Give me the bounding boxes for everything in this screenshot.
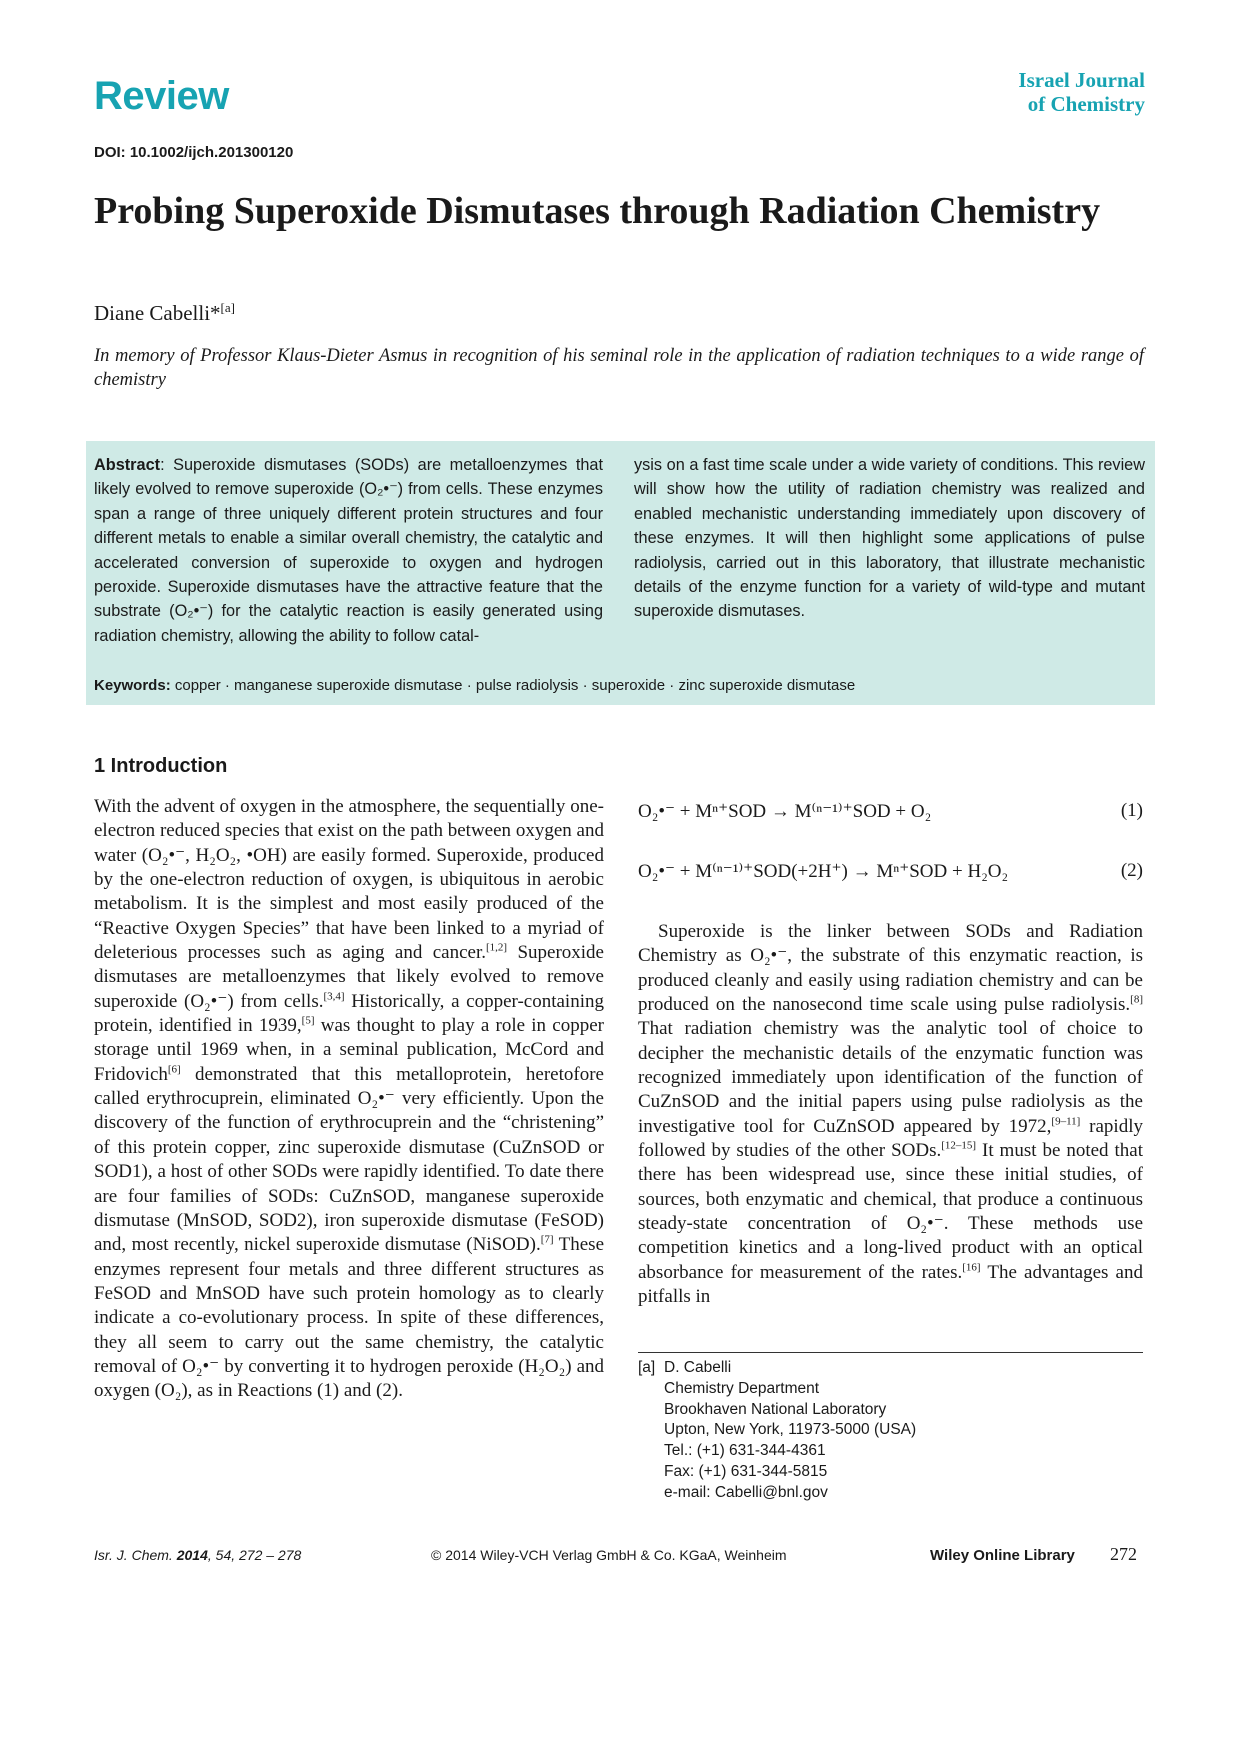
abstract-left-text: : Superoxide dismutases (SODs) are metalloenzymes that likely evolved to remove superoxide (O₂•⁻) from cells. These enzymes span a range of three uniquely different protein structures and four different metals to enable a similar overall chemistry, the catalytic and accelerated conversion of superoxide to oxygen and hydrogen peroxide. Superoxide dismutases have the attractive feature that the substrate (O₂•⁻) for the catalytic reaction is easily generated using radiation chemistry, allowing the ability to follow catal- xyxy=(94,456,603,645)
footer-copyright: © 2014 Wiley-VCH Verlag GmbH & Co. KGaA, Weinheim xyxy=(431,1547,787,1563)
footer-library-link[interactable]: Wiley Online Library xyxy=(930,1547,1075,1564)
citation-link[interactable]: [7] xyxy=(540,1233,554,1246)
citation-link[interactable]: [6] xyxy=(167,1063,181,1076)
footnote-address: Upton, New York, 11973-5000 (USA) xyxy=(664,1421,917,1439)
footer-citation-year: 2014 xyxy=(176,1547,208,1563)
citation-link[interactable]: [8] xyxy=(1130,993,1143,1006)
citation-link[interactable]: [12–15] xyxy=(941,1139,977,1152)
equation-1 xyxy=(638,800,1143,826)
paragraph-text: With the advent of oxygen in the atmosphere, the sequentially one-electron reduced species that exist on the path between oxygen and water (O₂•⁻, H₂O₂, •OH) are easily formed. Superoxide, produced by the one-electron reduction of oxygen, is ubiquitous in aerobic metabolism. It is the simplest and most easily produced of the “Reactive Oxygen Species” that have been linked to a myriad of deleterious processes such as aging and cancer. xyxy=(94,796,604,964)
journal-name-line1: Israel Journal xyxy=(1018,68,1145,92)
paragraph-text: was thought to play a role in copper storage until 1969 when, in a seminal publication, McCord and Fridovich xyxy=(94,1015,605,1085)
author-affiliation-mark[interactable]: [a] xyxy=(220,300,235,315)
doi[interactable]: DOI: 10.1002/ijch.201300120 xyxy=(94,144,294,161)
paragraph-text: Historically, a copper-containing protein, identified in 1939, xyxy=(94,990,604,1037)
author-name: Diane Cabelli* xyxy=(94,301,221,325)
citation-link[interactable]: [3,4] xyxy=(323,990,345,1003)
footnote-dept: Chemistry Department xyxy=(664,1379,820,1397)
equation-2 xyxy=(638,860,1143,886)
section-label: Review xyxy=(94,74,229,118)
footer-citation-suffix: , 54, 272 – 278 xyxy=(207,1547,302,1563)
footnote-lab: Brookhaven National Laboratory xyxy=(664,1400,887,1418)
paragraph-text: These enzymes represent four metals and three different structures as FeSOD and MnSOD have such protein homology as to clearly indicate a co-evolutionary process. In spite of these differences, they all seem to carry out the same chemistry, the catalytic removal of O₂•⁻ by converting it to hydrogen peroxide (H₂O₂) and oxygen (O₂), as in Reactions (1) and (2). xyxy=(94,1234,604,1402)
footnote-tag: [a] xyxy=(638,1359,656,1376)
equation-1-text: O₂•⁻ + Mⁿ⁺SOD → M⁽ⁿ⁻¹⁾⁺SOD + O₂ xyxy=(638,801,932,822)
page-number: 272 xyxy=(1110,1544,1137,1564)
journal-name[interactable] xyxy=(1018,68,1145,116)
section-heading-introduction: 1 Introduction xyxy=(94,755,228,777)
paragraph-text: demonstrated that this metalloprotein, heretofore called erythrocuprein, eliminated O₂•⁻ very efficiently. Upon the discovery of the function of erythrocuprein and the “christening” of this protein copper, zinc superoxide dismutase (CuZnSOD or SOD1), a host of other SODs were rapidly identified. To date there are four families of SODs: CuZnSOD, manganese superoxide dismutase (MnSOD, SOD2), iron superoxide dismutase (FeSOD) and, most recently, nickel superoxide dismutase (NiSOD). xyxy=(94,1063,604,1256)
footnote-email[interactable]: e-mail: Cabelli@bnl.gov xyxy=(664,1483,828,1501)
abstract-label: Abstract xyxy=(94,456,161,474)
body-left-column xyxy=(94,795,604,1404)
footer-citation-prefix: Isr. J. Chem. xyxy=(94,1547,177,1563)
paragraph-text: The advantages and pitfalls in xyxy=(638,1261,1143,1308)
abstract-left-column xyxy=(94,453,603,648)
article-title: Probing Superoxide Dismutases through Radiation Chemistry xyxy=(94,190,1101,232)
citation-link[interactable]: [1,2] xyxy=(486,941,508,954)
footnote-divider xyxy=(638,1352,1143,1353)
journal-name-line2: of Chemistry xyxy=(1027,92,1145,116)
equation-1-number: (1) xyxy=(1120,800,1143,821)
keywords-list: copper · manganese superoxide dismutase · pulse radiolysis · superoxide · zinc superoxide dismutase xyxy=(174,677,856,694)
keywords-label: Keywords: xyxy=(94,677,171,694)
paragraph-text: Superoxide is the linker between SODs and Radiation Chemistry as O₂•⁻, the substrate of this enzymatic reaction, is produced cleanly and easily using radiation chemistry and can be produced on the nanosecond time scale using pulse radiolysis. xyxy=(638,921,1143,1016)
citation-link[interactable]: [9–11] xyxy=(1051,1115,1081,1128)
citation-link[interactable]: [16] xyxy=(962,1261,981,1274)
paragraph-text: That radiation chemistry was the analytic tool of choice to decipher the mechanistic details of the enzymatic function was recognized immediately upon identification of the function of CuZnSOD and the initial papers using pulse radiolysis as the investigative tool for CuZnSOD appeared by 1972, xyxy=(638,1018,1143,1137)
abstract-right-column: ysis on a fast time scale under a wide variety of conditions. This review will show how the utility of radiation chemistry was realized and enabled mechanistic understanding immediately upon discovery of these enzymes. It will then highlight some applications of pulse radiolysis, carried out in this laboratory, that illustrate mechanistic details of the enzyme function for a variety of wild-type and mutant superoxide dismutases. xyxy=(634,456,1145,621)
footnote-lines xyxy=(664,1358,916,1504)
dedication: In memory of Professor Klaus-Dieter Asmus in recognition of his seminal role in the application of radiation techniques to a wide range of chemistry xyxy=(94,346,1144,390)
citation-link[interactable]: [5] xyxy=(301,1014,315,1027)
footer-citation xyxy=(94,1547,301,1563)
author xyxy=(94,300,235,326)
equation-2-number: (2) xyxy=(1120,860,1143,881)
paragraph-text: rapidly followed by studies of the other SODs. xyxy=(638,1115,1143,1162)
footnote-tel: Tel.: (+1) 631-344-4361 xyxy=(664,1442,826,1460)
abstract-box xyxy=(86,441,1155,705)
equation-2-text: O₂•⁻ + M⁽ⁿ⁻¹⁾⁺SOD(+2H⁺) → Mⁿ⁺SOD + H₂O₂ xyxy=(638,861,1009,882)
footnote-name: D. Cabelli xyxy=(664,1359,732,1376)
keywords xyxy=(94,677,855,694)
body-right-column xyxy=(638,920,1143,1310)
paragraph-text: Superoxide dismutases are metalloenzymes that likely evolved to remove superoxide (O₂•⁻) from cells. xyxy=(94,942,604,1012)
footnote-fax: Fax: (+1) 631-344-5815 xyxy=(664,1462,828,1480)
paragraph-text: It must be noted that there has been widespread use, since these initial studies, of sources, both enzymatic and chemical, that produce a continuous steady-state concentration of O₂•⁻. These methods use competition kinetics and a long-lived product with an optical absorbance for measurement of the rates. xyxy=(638,1140,1143,1283)
